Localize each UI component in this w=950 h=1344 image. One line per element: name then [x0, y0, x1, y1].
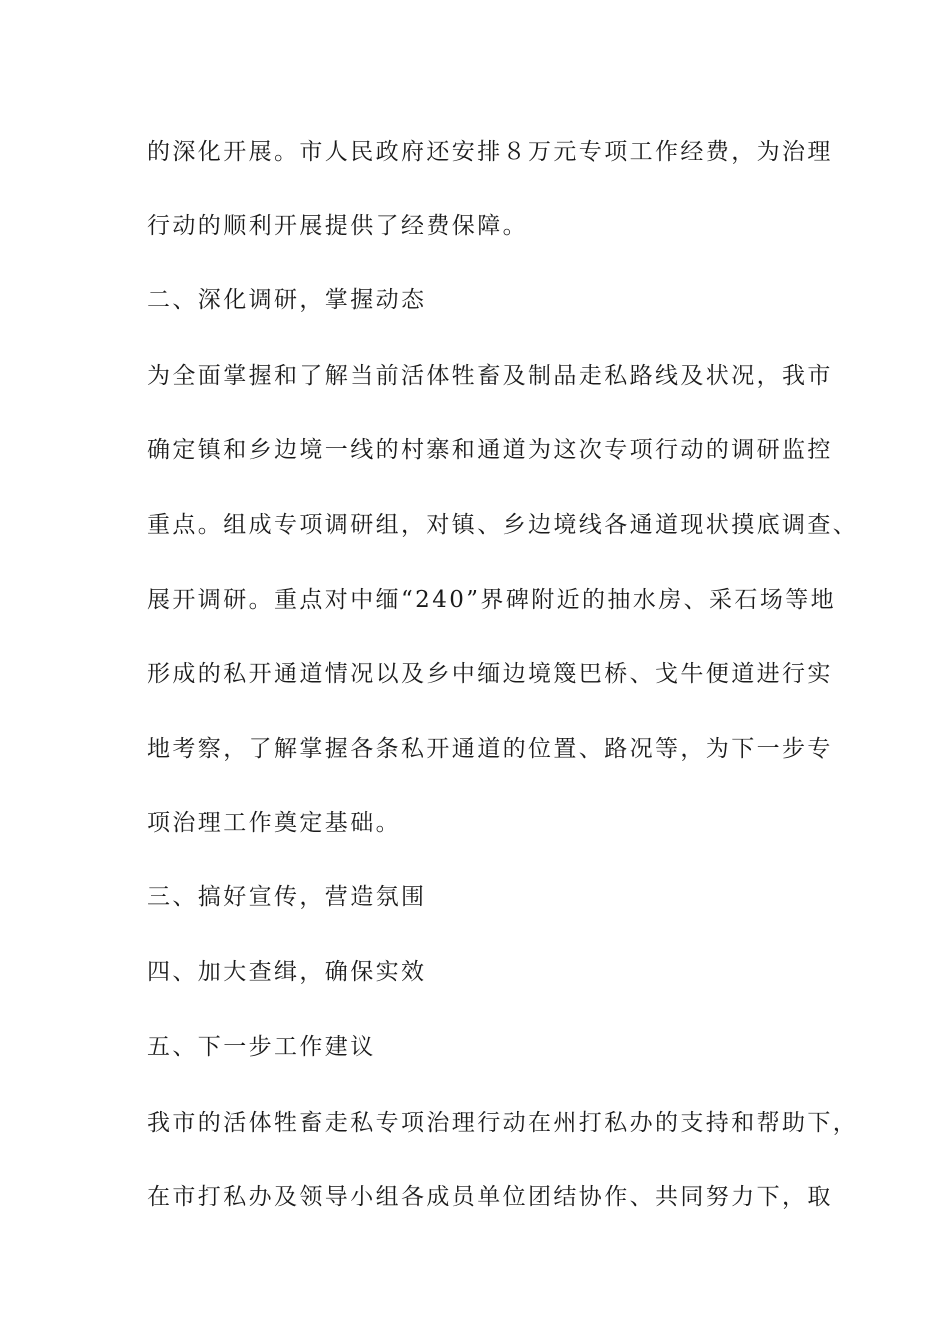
- paragraph-line: 行动的顺利开展提供了经费保障。: [147, 213, 528, 239]
- paragraph-line: 我市的活体牲畜走私专项治理行动在州打私办的支持和帮助下，: [147, 1110, 859, 1136]
- paragraph-line: 为全面掌握和了解当前活体牲畜及制品走私路线及状况，我市: [147, 363, 833, 389]
- paragraph-line: 项治理工作奠定基础。: [147, 810, 401, 836]
- paragraph-line: 在市打私办及领导小组各成员单位团结协作、共同努力下，取: [147, 1184, 833, 1210]
- paragraph-line: 地考察，了解掌握各条私开通道的位置、路况等，为下一步专: [147, 736, 833, 762]
- section-heading: 五、下一步工作建议: [147, 1034, 376, 1060]
- section-heading: 三、搞好宣传，营造氛围: [147, 884, 427, 910]
- paragraph-line: 确定镇和乡边境一线的村寨和通道为这次专项行动的调研监控: [147, 437, 833, 463]
- paragraph-line: 展开调研。重点对中缅“240”界碑附近的抽水房、采石场等地: [147, 587, 837, 613]
- paragraph-line: 形成的私开通道情况以及乡中缅边境篾巴桥、戈牛便道进行实: [147, 661, 833, 687]
- section-heading: 二、深化调研，掌握动态: [147, 287, 427, 313]
- paragraph-line: 的深化开展。市人民政府还安排８万元专项工作经费，为治理: [147, 139, 833, 165]
- section-heading: 四、加大查缉，确保实效: [147, 959, 427, 985]
- paragraph-line: 重点。组成专项调研组，对镇、乡边境线各通道现状摸底调查、: [147, 512, 859, 538]
